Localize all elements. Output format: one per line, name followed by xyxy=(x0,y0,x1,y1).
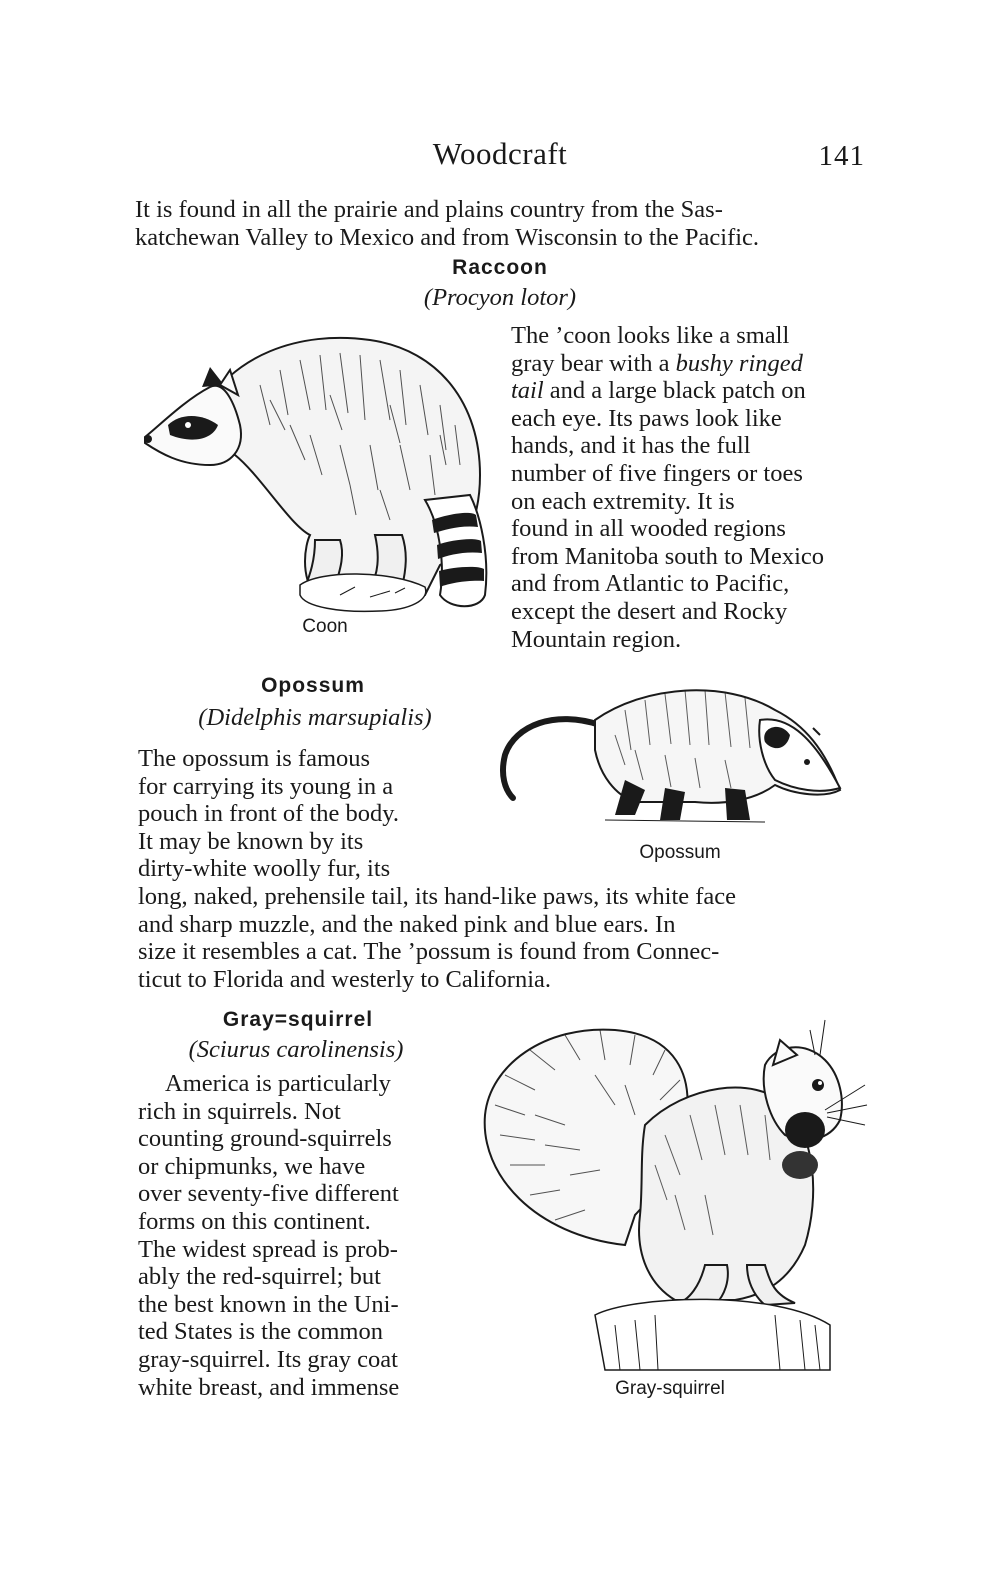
text-line: pouch in front of the body. xyxy=(138,800,400,828)
opossum-caption: Opossum xyxy=(639,842,721,863)
text-line: each eye. Its paws look like xyxy=(511,404,782,432)
text-line: white breast, and immense xyxy=(138,1373,400,1401)
text-line: It may be known by its xyxy=(138,827,364,855)
text-line: It is found in all the prairie and plains country from the Sas- xyxy=(135,196,723,223)
running-title: Woodcraft xyxy=(432,136,568,171)
gray-squirrel-scientific-name: (Sciurus carolinensis) xyxy=(188,1036,404,1063)
emphasis-text: bushy ringed xyxy=(675,349,803,377)
text-line: from Manitoba south to Mexico xyxy=(511,542,825,570)
text-line: ticut to Florida and westerly to California. xyxy=(138,965,552,993)
opossum-scientific-name: (Didelphis marsupialis) xyxy=(198,704,432,731)
text-line: over seventy-five different xyxy=(138,1180,399,1208)
page-number: 141 xyxy=(818,140,865,172)
opossum-paragraph-wide xyxy=(138,883,866,993)
text-line: and from Atlantic to Pacific, xyxy=(511,570,790,598)
emphasis-text: tail xyxy=(511,377,544,405)
text-line: size it resembles a cat. The ’possum is found from Connec- xyxy=(138,938,720,966)
text-line: rich in squirrels. Not xyxy=(138,1097,341,1125)
text-line: except the desert and Rocky xyxy=(511,597,788,625)
text-line: gray-squirrel. Its gray coat xyxy=(138,1345,398,1373)
gray-squirrel-caption: Gray-squirrel xyxy=(615,1378,725,1399)
text-fragment: gray bear with a xyxy=(511,349,676,377)
intro-paragraph xyxy=(135,196,865,251)
text-line: The widest spread is prob- xyxy=(138,1235,398,1263)
gray-squirrel-paragraph xyxy=(138,1070,456,1401)
text-fragment: and a large black patch on xyxy=(543,377,806,405)
text-line: on each extremity. It is xyxy=(511,487,735,515)
text-line: number of five fingers or toes xyxy=(511,459,803,487)
raccoon-scientific-name: (Procyon lotor) xyxy=(423,284,577,311)
raccoon-heading: Raccoon xyxy=(452,256,548,279)
text-line: ted States is the common xyxy=(138,1318,383,1346)
text-line: or chipmunks, we have xyxy=(138,1152,366,1180)
text-line: long, naked, prehensile tail, its hand-like paws, its white face xyxy=(138,883,737,910)
text-line: ably the red-squirrel; but xyxy=(138,1263,381,1291)
text-line: found in all wooded regions xyxy=(511,515,786,543)
gray-squirrel-heading: Gray=squirrel xyxy=(222,1008,374,1031)
opossum-heading: Opossum xyxy=(261,674,365,697)
text-line: the best known in the Uni- xyxy=(138,1290,399,1318)
text-line: katchewan Valley to Mexico and from Wisconsin to the Pacific. xyxy=(135,223,760,251)
text-line: and sharp muzzle, and the naked pink and blue ears. In xyxy=(138,910,676,938)
text-line: Mountain region. xyxy=(511,625,682,653)
text-line xyxy=(511,350,865,378)
raccoon-paragraph xyxy=(511,322,865,653)
opossum-paragraph-narrow xyxy=(138,745,473,883)
raccoon-caption: Coon xyxy=(302,616,348,637)
running-head xyxy=(0,136,1000,176)
text-line: The ’coon looks like a small xyxy=(511,322,790,349)
raccoon-illustration xyxy=(140,325,500,615)
text-line: The opossum is famous xyxy=(138,745,371,772)
text-line: America is particularly xyxy=(165,1070,391,1097)
text-line: dirty-white woolly fur, its xyxy=(138,855,391,883)
text-line: for carrying its young in a xyxy=(138,772,394,800)
text-line xyxy=(511,377,865,405)
text-line: hands, and it has the full xyxy=(511,432,751,460)
text-line: counting ground-squirrels xyxy=(138,1125,392,1153)
text-line: forms on this continent. xyxy=(138,1207,371,1235)
gray-squirrel-illustration xyxy=(475,1015,870,1375)
opossum-illustration xyxy=(495,680,850,840)
